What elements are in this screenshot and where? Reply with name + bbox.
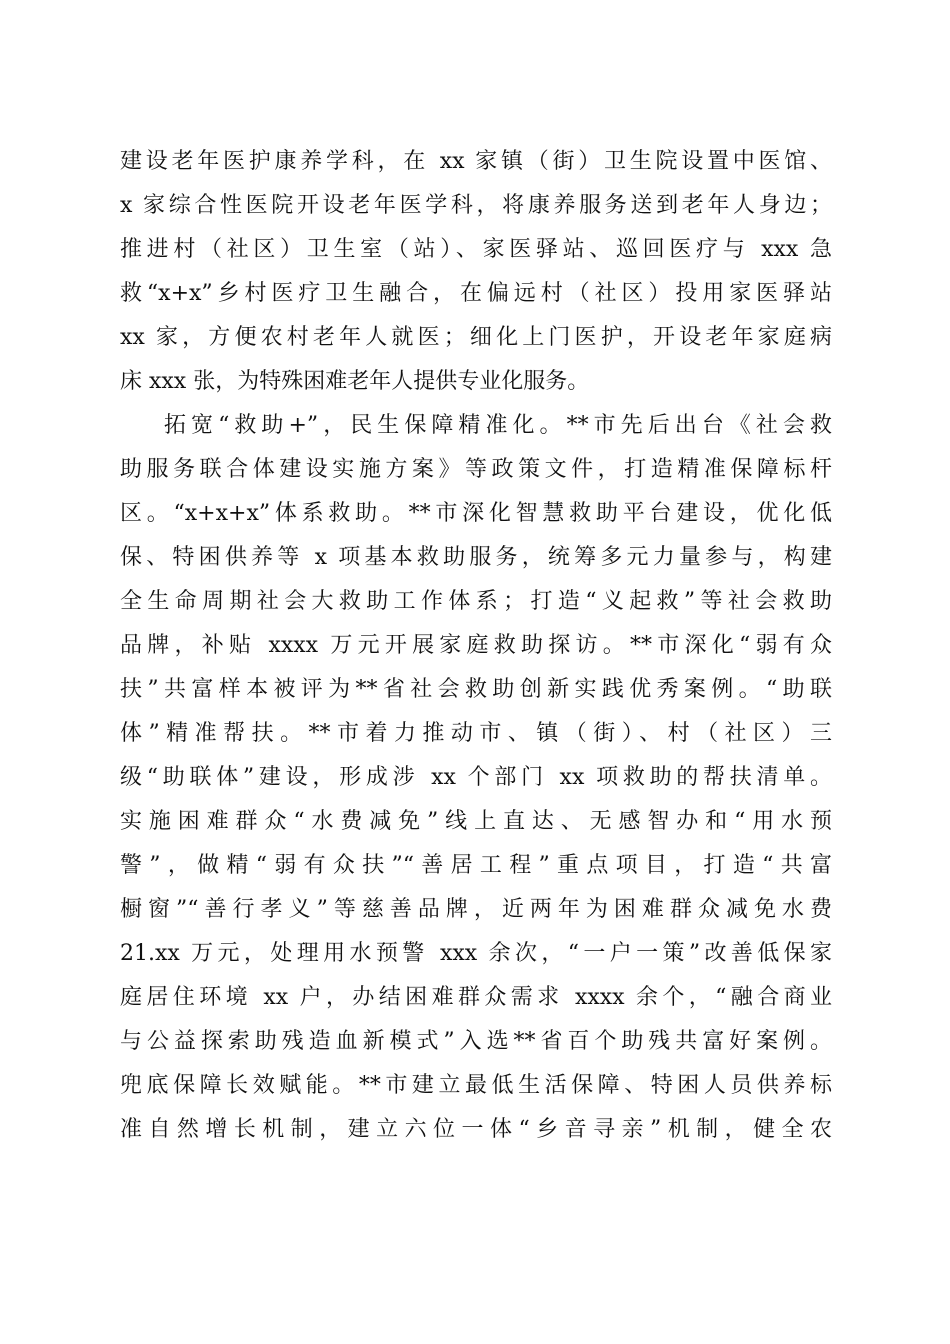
text-line-23: 准自然增长机制，建立六位一体“乡音寻亲”机制，健全农 xyxy=(120,1117,832,1142)
text-line-11: 全生命周期社会大救助工作体系；打造“义起救”等社会救助 xyxy=(120,589,832,614)
text-line-21: 与公益探索助残造血新模式”入选**省百个助残共富好案例。 xyxy=(120,1029,832,1054)
text-line-4: 救“x+x”乡村医疗卫生融合，在偏远村（社区）投用家医驿站 xyxy=(120,281,832,306)
text-line-6: 床 xxx 张，为特殊困难老年人提供专业化服务。 xyxy=(120,369,590,394)
text-line-13: 扶”共富样本被评为**省社会救助创新实践优秀案例。“助联 xyxy=(120,677,832,702)
text-line-7: 拓宽“救助+”，民生保障精准化。**市先后出台《社会救 xyxy=(164,413,832,438)
text-line-20: 庭居住环境 xx 户，办结困难群众需求 xxxx 余个，“融合商业 xyxy=(120,985,832,1010)
text-line-16: 实施困难群众“水费减免”线上直达、无感智办和“用水预 xyxy=(120,809,832,834)
text-line-2: x 家综合性医院开设老年医学科，将康养服务送到老年人身边； xyxy=(120,193,832,218)
text-line-15: 级“助联体”建设，形成涉 xx 个部门 xx 项救助的帮扶清单。 xyxy=(120,765,832,790)
text-line-5: xx 家，方便农村老年人就医；细化上门医护，开设老年家庭病 xyxy=(120,325,832,350)
text-line-18: 橱窗”“善行孝义”等慈善品牌，近两年为困难群众减免水费 xyxy=(120,897,832,922)
text-line-3: 推进村（社区）卫生室（站）、家医驿站、巡回医疗与 xxx 急 xyxy=(120,237,832,262)
text-line-17: 警”，做精“弱有众扶”“善居工程”重点项目，打造“共富 xyxy=(120,853,832,878)
text-line-10: 保、特困供养等 x 项基本救助服务，统筹多元力量参与，构建 xyxy=(120,545,832,570)
text-line-12: 品牌，补贴 xxxx 万元开展家庭救助探访。**市深化“弱有众 xyxy=(120,633,832,658)
text-line-9: 区。“x+x+x”体系救助。**市深化智慧救助平台建设，优化低 xyxy=(120,501,832,526)
text-line-1: 建设老年医护康养学科，在 xx 家镇（街）卫生院设置中医馆、 xyxy=(120,149,832,174)
text-line-22: 兜底保障长效赋能。**市建立最低生活保障、特困人员供养标 xyxy=(120,1073,832,1098)
text-line-19: 21.xx 万元，处理用水预警 xxx 余次，“一户一策”改善低保家 xyxy=(120,941,832,966)
text-line-8: 助服务联合体建设实施方案》等政策文件，打造精准保障标杆 xyxy=(120,457,832,482)
text-line-14: 体”精准帮扶。**市着力推动市、镇（街）、村（社区）三 xyxy=(120,721,832,746)
